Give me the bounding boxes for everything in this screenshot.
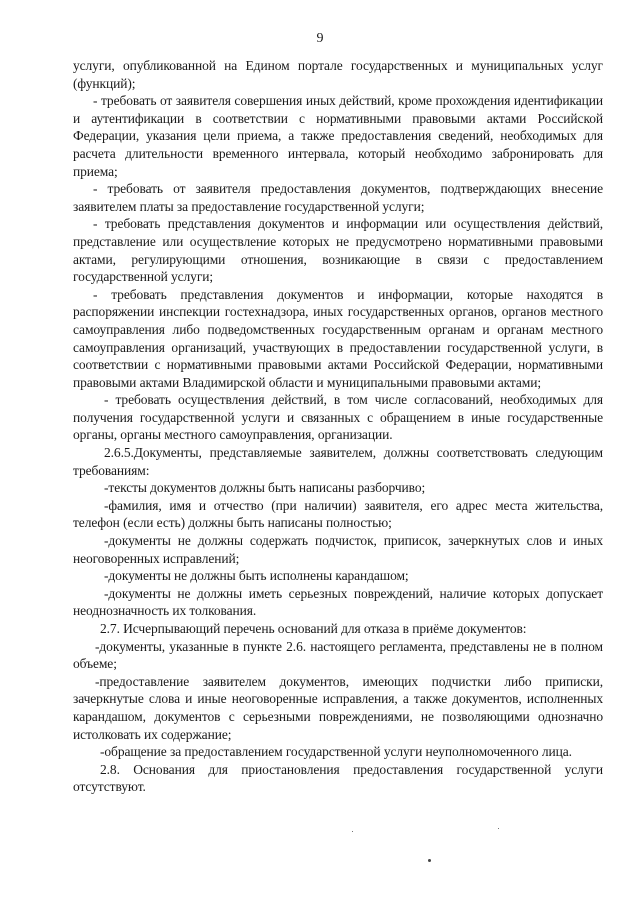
scan-speck [498,828,499,829]
paragraph: 2.8. Основания для приостановления предоставления государственной услуги отсутствуют. [73,761,603,795]
paragraph: -обращение за предоставлением государственной услуги неуполномоченного лица. [100,744,572,760]
paragraph: - требовать представления документов и информации, которые находятся в распоряжении инспекции гостехнадзора, иных государственных органов, органов местного самоуправления либо подведомственных государственным органам и органам местного самоуправления организаций, участвующих в предоставлении государственной услуги, в соответствии с нормативными правовыми актами Российской Федерации, нормативными правовыми актами Владимирской области и муниципальными правовыми актами; [73,286,603,390]
paragraph: -предоставление заявителем документов, имеющих подчистки либо приписки, зачеркнутые слова и иные неоговоренные исправления, а также документов, исполненных карандашом, документов с серьезными повреждениями, не позволяющими однозначно истолковать их содержание; [73,673,603,742]
paragraph: -документы не должны содержать подчисток, приписок, зачеркнутых слов и иных неоговоренных исправлений; [73,533,603,566]
scan-speck [428,859,431,862]
paragraph: -тексты документов должны быть написаны разборчиво; [104,480,426,496]
page-number: 9 [316,31,324,46]
paragraph: 2.7. Исчерпывающий перечень оснований для отказа в приёме документов: [100,621,527,636]
paragraph: -фамилия, имя и отчество (при наличии) заявителя, его адрес места жительства, телефон (если есть) должны быть написаны полностью; [73,497,603,531]
paragraph: -документы не должны иметь серьезных повреждений, наличие которых допускает неоднозначность их толкования. [73,585,603,619]
paragraph: -документы не должны быть исполнены карандашом; [104,568,409,584]
paragraph: -документы, указанные в пункте 2.6. настоящего регламента, представлены не в полном объеме; [73,638,603,672]
document-body [73,57,603,796]
scan-speck [352,831,353,832]
paragraph: - требовать представления документов и информации или осуществления действий, представление или осуществление которых не предусмотрено нормативными правовыми актами, регулирующими отношения, возникающие в связи с предоставлением государственной услуги; [73,216,603,285]
paragraph: - требовать осуществления действий, в том числе согласований, необходимых для получения государственной услуги и связанных с обращением в иные государственные органы, органы местного самоуправления, организации. [73,392,603,443]
paragraph: услуги, опубликованной на Едином портале государственных и муниципальных услуг (функций); [73,58,603,91]
paragraph: - требовать от заявителя предоставления документов, подтверждающих внесение заявителем платы за предоставление государственной услуги; [73,181,603,214]
paragraph: - требовать от заявителя совершения иных действий, кроме прохождения идентификации и аутентификации в соответствии с нормативными правовыми актами Российской Федерации, указания цели приема, а также предоставления сведений, необходимых для расчета длительности временного интервала, который необходимо забронировать для приема; [73,93,603,179]
paragraph: 2.6.5.Документы, представляемые заявителем, должны соответствовать следующим требованиям: [73,445,603,478]
